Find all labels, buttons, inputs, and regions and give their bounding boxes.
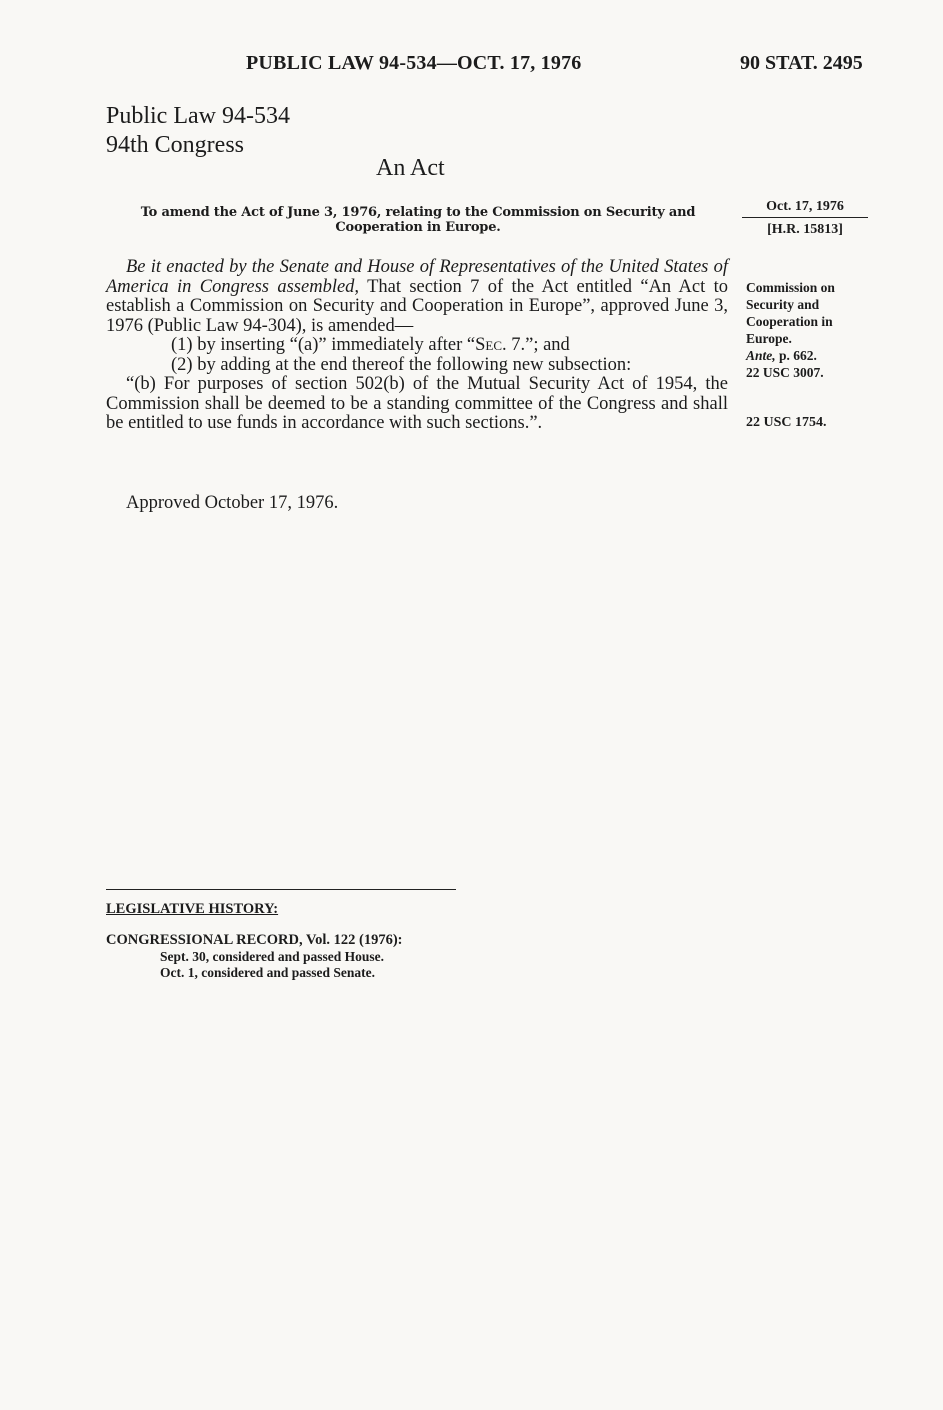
margin-date-block bbox=[742, 197, 868, 239]
legislative-history bbox=[106, 900, 403, 981]
bleed-through-ghost bbox=[505, 88, 511, 114]
margin-note-ante bbox=[746, 347, 866, 364]
approval-line: Approved October 17, 1976. bbox=[126, 493, 339, 513]
history-entry-senate: Oct. 1, considered and passed Senate. bbox=[160, 965, 376, 980]
footnote-rule bbox=[106, 889, 456, 890]
new-subsection-b: “(b) For purposes of section 502(b) of the Mutual Security Act of 1954, the Commission shall be deemed to be a standing committee of the Congress and shall be entitled to use funds in accordance with such sections.”. bbox=[106, 374, 728, 433]
enacting-paragraph bbox=[106, 258, 728, 336]
statute-page-number: 90 STAT. 2495 bbox=[740, 52, 863, 74]
margin-note-usc-3007: 22 USC 3007. bbox=[746, 365, 824, 380]
history-entry-house: Sept. 30, considered and passed House. bbox=[160, 949, 385, 964]
margin-note-commission: Commission on Security and Cooperation in Europe. bbox=[746, 280, 835, 346]
enacting-clause: Be it enacted by the Senate and House of Representatives of the United States of America in Congress assembled, bbox=[106, 257, 728, 297]
ante-label: Ante, bbox=[746, 348, 776, 363]
congressional-record: CONGRESSIONAL RECORD, Vol. 122 (1976): bbox=[106, 932, 403, 948]
section-7-amendment: That section 7 of the Act entitled “An Act to establish a Commission on Security and Cooperation in Europe”, approved June 3, 1976 (Public Law 94-304), is amended— bbox=[106, 276, 728, 336]
law-title-block bbox=[106, 102, 290, 160]
amendment-item-1 bbox=[106, 336, 728, 356]
running-head: PUBLIC LAW 94-534—OCT. 17, 1976 bbox=[246, 52, 582, 74]
public-law-number: Public Law 94-534 bbox=[106, 103, 290, 129]
act-heading: An Act bbox=[376, 155, 445, 181]
margin-note-usc-1754: 22 USC 1754. bbox=[746, 415, 827, 430]
margin-divider bbox=[742, 217, 868, 218]
act-purpose: To amend the Act of June 3, 1976, relating to the Commission on Security and Cooperation in Europe. bbox=[140, 205, 696, 235]
congress-number: 94th Congress bbox=[106, 132, 244, 158]
ante-page: p. 662. bbox=[779, 348, 817, 363]
act-body bbox=[106, 258, 728, 434]
item-1-sec-abbrev: Sec bbox=[475, 335, 502, 355]
margin-notes bbox=[746, 279, 866, 381]
enactment-date: Oct. 17, 1976 bbox=[766, 199, 844, 214]
bill-number: [H.R. 15813] bbox=[767, 222, 843, 237]
amendment-item-2: (2) by adding at the end thereof the following new subsection: bbox=[171, 354, 632, 375]
item-1-text-end: . 7.”; and bbox=[502, 335, 570, 355]
item-1-text: (1) by inserting “(a)” immediately after “ bbox=[171, 335, 476, 355]
legislative-history-heading: LEGISLATIVE HISTORY: bbox=[106, 901, 279, 917]
